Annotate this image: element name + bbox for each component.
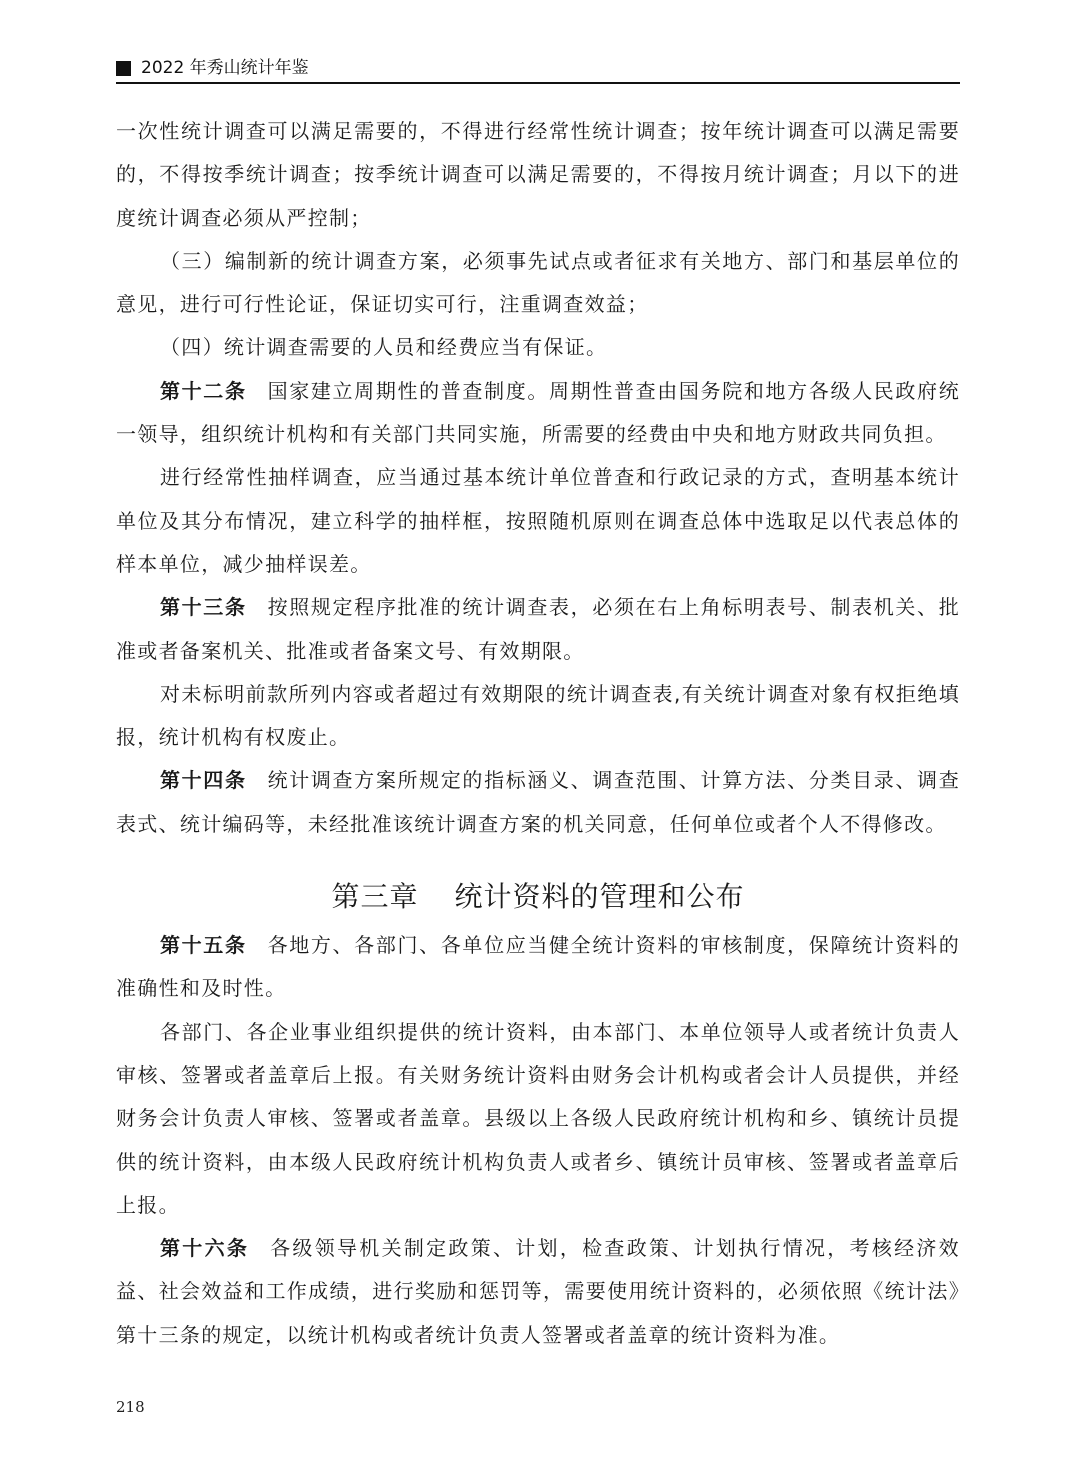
chapter-number: 第三章: [331, 880, 419, 914]
paragraph-unmarked-forms: 对未标明前款所列内容或者超过有效期限的统计调查表,有关统计调查对象有权拒绝填报，统计机构有权废止。: [116, 681, 960, 750]
body-text: [116, 110, 960, 1357]
paragraph-sampling: 进行经常性抽样调查，应当通过基本统计单位普查和行政记录的方式，查明基本统计单位及其分布情况，建立科学的抽样框，按照随机原则在调查总体中选取足以代表总体的样本单位，减少抽样误差。: [116, 465, 960, 576]
article-14: [116, 759, 960, 846]
article-15-text: 各地方、各部门、各单位应当健全统计资料的审核制度，保障统计资料的准确性和及时性。: [116, 933, 960, 1001]
article-13: [116, 586, 960, 673]
article-16-text: 各级领导机关制定政策、计划，检查政策、计划执行情况，考核经济效益、社会效益和工作成绩，进行奖励和惩罚等，需要使用统计资料的，必须依照《统计法》第十三条的规定，以统计机构或者统计负责人签署或者盖章的统计资料为准。: [116, 1236, 960, 1347]
paragraph-continued: 一次性统计调查可以满足需要的，不得进行经常性统计调查；按年统计调查可以满足需要的，不得按季统计调查；按季统计调查可以满足需要的，不得按月统计调查；月以下的进度统计调查必须从严控制；: [116, 119, 960, 230]
page-number: 218: [116, 1398, 145, 1416]
article-15: [116, 924, 960, 1011]
article-14-label: 第十四条: [160, 768, 247, 793]
header-divider: [116, 82, 960, 84]
article-12-label: 第十二条: [160, 378, 247, 403]
header-title: 2022 年秀山统计年鉴: [141, 58, 309, 78]
paragraph-item-3: （三）编制新的统计调查方案，必须事先试点或者征求有关地方、部门和基层单位的意见，进行可行性论证，保证切实可行，注重调查效益；: [116, 248, 960, 317]
running-header: [116, 55, 960, 83]
article-13-text: 按照规定程序批准的统计调查表，必须在右上角标明表号、制表机关、批准或者备案机关、批准或者备案文号、有效期限。: [116, 595, 960, 663]
article-15-label: 第十五条: [160, 933, 247, 958]
paragraph-review-signing: 各部门、各企业事业组织提供的统计资料，由本部门、本单位领导人或者统计负责人审核、签署或者盖章后上报。有关财务统计资料由财务会计机构或者会计人员提供，并经财务会计负责人审核、签署或者盖章。县级以上各级人民政府统计机构和乡、镇统计员提供的统计资料，由本级人民政府统计机构负责人或者乡、镇统计员审核、签署或者盖章后上报。: [116, 1019, 960, 1217]
article-14-text: 统计调查方案所规定的指标涵义、调查范围、计算方法、分类目录、调查表式、统计编码等，未经批准该统计调查方案的机关同意，任何单位或者个人不得修改。: [116, 768, 960, 836]
header-square-marker: [116, 61, 131, 76]
article-12: [116, 370, 960, 457]
paragraph-item-4: （四）统计调查需要的人员和经费应当有保证。: [160, 335, 608, 360]
chapter-title: 统计资料的管理和公布: [454, 880, 745, 914]
article-16-label: 第十六条: [160, 1236, 250, 1261]
chapter-heading: [116, 872, 960, 922]
article-13-label: 第十三条: [160, 595, 247, 620]
article-12-text: 国家建立周期性的普查制度。周期性普查由国务院和地方各级人民政府统一领导，组织统计机构和有关部门共同实施，所需要的经费由中央和地方财政共同负担。: [116, 378, 960, 447]
article-16: [116, 1227, 960, 1357]
